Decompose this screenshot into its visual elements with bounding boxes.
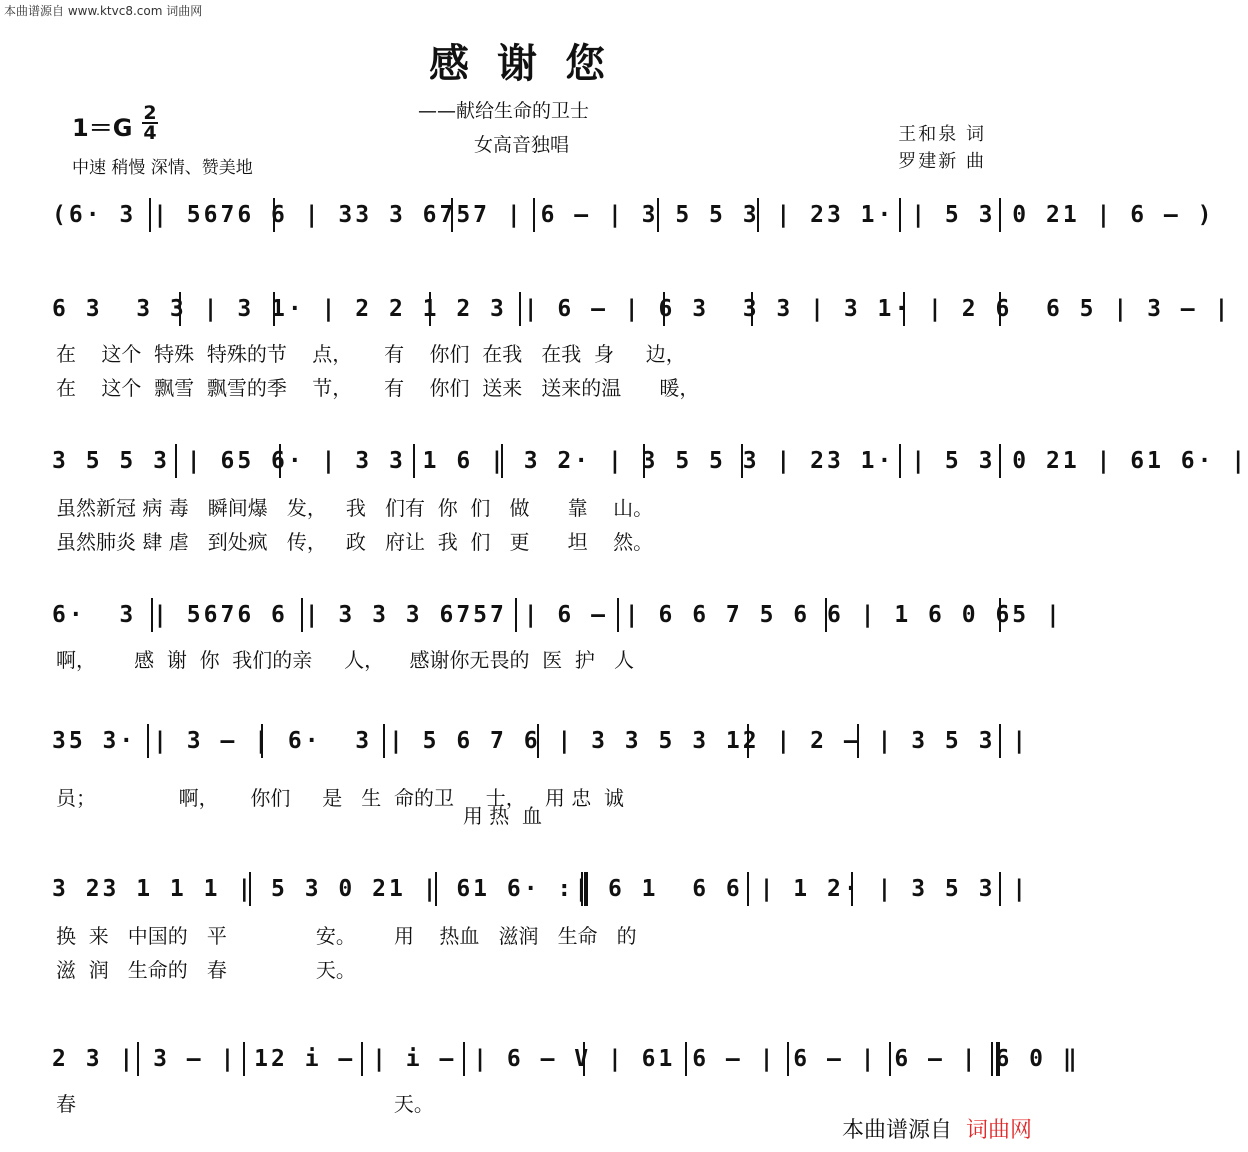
meter-top: 2 (143, 102, 157, 124)
staff-line-2 (52, 442, 1248, 480)
staff-line-1 (52, 290, 1232, 328)
lyric-verse-2-line2: 虽然肺炎 肆 虐 到处疯 传， 政 府让 我 们 更 坦 然。 (56, 530, 654, 554)
staff-line-6 (52, 1040, 1080, 1078)
footer-site-link[interactable]: 词曲网 (965, 1118, 1032, 1143)
key-signature: 1＝G (72, 114, 133, 142)
staff-line-4 (52, 722, 1030, 760)
staff-line-5 (52, 870, 1030, 908)
staff-line-3 (52, 596, 1063, 634)
lyric-chorus-line1: 啊， 感 谢 你 我们的亲 人， 感谢你无畏的 医 护 人 (56, 648, 635, 672)
staff-notes: 3 5 5 3 | 65 6· | 3 3 1 6 | 3 2· | 3 5 5 3 | 23 1· | 5 3 0 21 | 61 6· | (52, 448, 1248, 474)
lyric-verse-1-line1: 在 这个 特殊 特殊的节 点， 有 你们 在我 在我 身 边， (56, 342, 686, 366)
staff-line-intro (52, 196, 1215, 234)
staff-notes: 35 3· | 3 – | 6· 3 | 5 6 7 6 | 3 3 5 3 12 | 2 – | 3 5 3 | (52, 728, 1030, 754)
watermark: 本曲谱源自 www.ktvc8.com 词曲网 (4, 4, 203, 18)
lyric-final-line: 春 天。 (56, 1092, 434, 1116)
staff-notes: (6· 3 | 5676 6 | 33 3 6757 | 6 – | 3 5 5 3 | 23 1· | 5 3 0 21 | 6 – ) (52, 202, 1215, 228)
composer-credit: 罗建新 曲 (898, 151, 986, 172)
lyric-chorus-line2: 员； 啊， 你们 是 生 命的卫 士， 用 忠 诚 (56, 786, 624, 810)
song-subtitle: ——献给生命的卫士 (418, 100, 590, 122)
song-title: 感谢您 (429, 40, 633, 87)
lyric-verse-1-line2: 在 这个 飘雪 飘雪的季 节， 有 你们 送来 送来的温 暖， (56, 376, 700, 400)
staff-notes: 2 3 | 3 – | 12 i – | i – | 6 – V | 61 6 – | 6 – | 6 – | 6 0 ‖ (52, 1046, 1080, 1072)
staff-notes: 6· 3 | 5676 6 | 3 3 3 6757 | 6 – | 6 6 7 5 6 6 | 1 6 0 65 | (52, 602, 1063, 628)
staff-notes: 3 23 1 1 1 | 5 3 0 21 | 61 6· :| 6 1 6 6 | 1 2· | 3 5 3 | (52, 876, 1030, 902)
lyricist-credit: 王和泉 词 (898, 124, 986, 145)
source-footer (842, 1113, 1032, 1144)
performance-type: 女高音独唱 (474, 134, 570, 156)
lyric-chorus-line2-alt: 用 热 血 (56, 804, 542, 828)
staff-notes: 6 3 3 3 | 3 1· | 2 2 1 2 3 | 6 – | 6 3 3 3 | 3 1· | 2 6 6 5 | 3 – | (52, 296, 1232, 322)
time-signature (142, 104, 158, 142)
footer-source-text: 本曲谱源自 (841, 1118, 952, 1143)
lyric-verse-2-line1: 虽然新冠 病 毒 瞬间爆 发， 我 们有 你 们 做 靠 山。 (56, 496, 654, 520)
meter-bottom: 4 (143, 122, 157, 144)
lyric-ending-line1: 换 来 中国的 平 安。 用 热血 滋润 生命 的 (56, 924, 637, 948)
tempo-marking: 中速 稍慢 深情、赞美地 (72, 158, 253, 178)
lyric-ending-line2: 滋 润 生命的 春 天。 (56, 958, 356, 982)
